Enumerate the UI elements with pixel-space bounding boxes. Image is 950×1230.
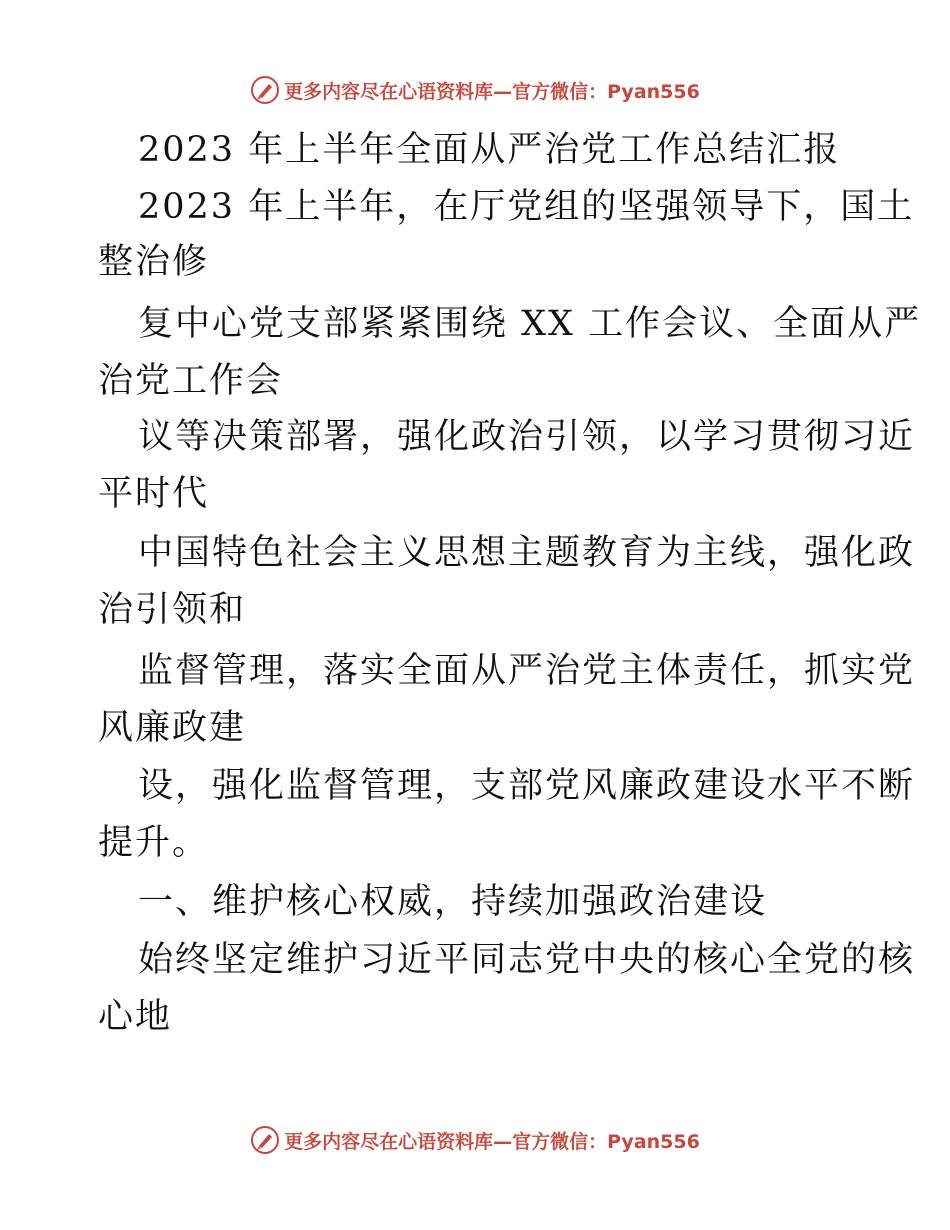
paragraph-line: 治党工作会 — [98, 361, 284, 401]
watermark-text: 更多内容尽在心语资料库—官方微信：Pyan556 — [284, 80, 700, 103]
section-heading: 一、维护核心权威，持续加强政治建设 — [138, 882, 768, 922]
paragraph-line: 复中心党支部紧紧围绕 XX 工作会议、全面从严 — [138, 304, 922, 344]
paragraph-line: 风廉政建 — [98, 708, 247, 748]
document-title: 2023 年上半年全面从严治党工作总结汇报 — [138, 130, 841, 170]
paragraph-line: 议等决策部署，强化政治引领，以学习贯彻习近 — [138, 417, 916, 457]
paragraph-line: 始终坚定维护习近平同志党中央的核心全党的核 — [138, 940, 916, 980]
paragraph-line: 整治修 — [98, 242, 210, 282]
paragraph-line: 设，强化监督管理，支部党风廉政建设水平不断 — [138, 766, 916, 806]
paragraph-line: 提升。 — [98, 823, 210, 863]
paragraph-line: 心地 — [98, 997, 173, 1037]
paragraph-line: 监督管理，落实全面从严治党主体责任，抓实党 — [138, 651, 916, 691]
paragraph-line: 治引领和 — [98, 590, 247, 630]
header-watermark — [0, 70, 950, 110]
paragraph-line: 2023 年上半年，在厅党组的坚强领导下，国土 — [138, 187, 915, 227]
paragraph-line: 中国特色社会主义思想主题教育为主线，强化政 — [138, 533, 916, 573]
pen-logo-icon — [250, 1125, 280, 1155]
pen-logo-icon — [250, 75, 280, 105]
footer-watermark — [0, 1120, 950, 1160]
watermark-text: 更多内容尽在心语资料库—官方微信：Pyan556 — [284, 1130, 700, 1153]
paragraph-line: 平时代 — [98, 474, 210, 514]
